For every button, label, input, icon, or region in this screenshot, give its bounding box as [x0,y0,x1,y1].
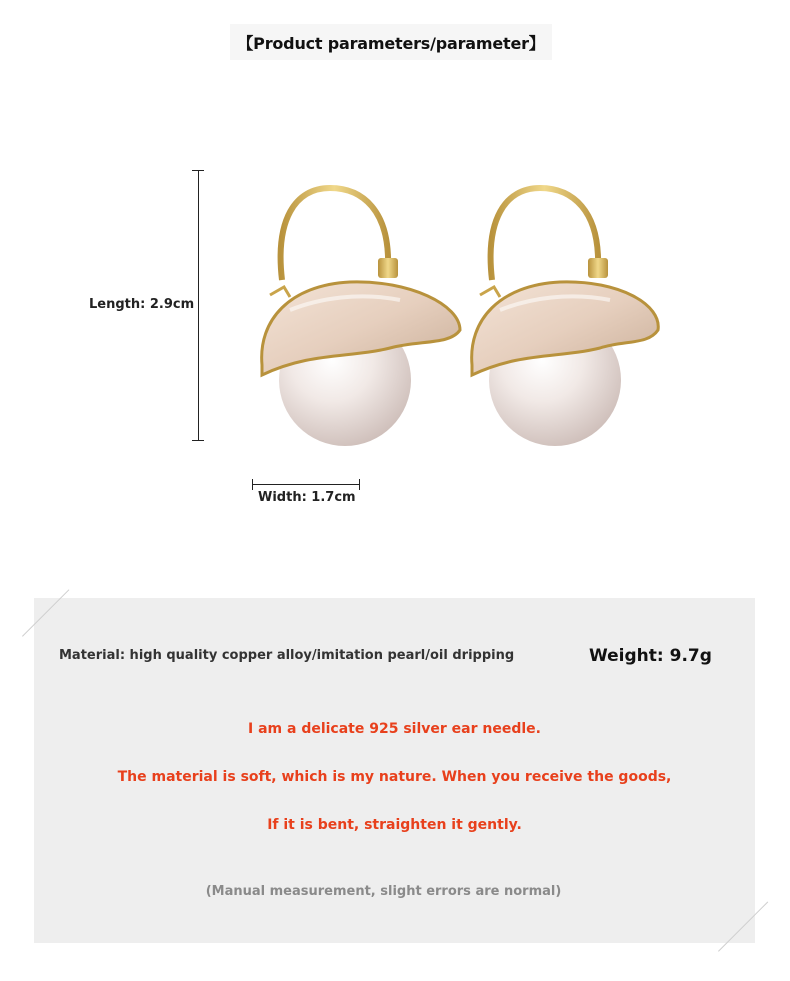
weight-text: Weight: 9.7g [589,646,712,666]
length-dimension-cap-top [192,170,204,171]
measurement-footnote: (Manual measurement, slight errors are normal) [205,884,562,899]
width-dimension-cap-left [252,479,253,490]
width-dimension-line [252,484,359,485]
left-earring [262,188,460,446]
right-earring [472,188,659,446]
material-text: Material: high quality copper alloy/imitation pearl/oil dripping [59,648,515,663]
width-label: Width: 1.7cm [258,490,356,505]
note-line-1: I am a delicate 925 silver ear needle. [248,721,541,737]
width-dimension-cap-right [359,479,360,490]
note-line-2: The material is soft, which is my nature. When you receive the goods, [117,769,672,785]
length-dimension-line [198,170,199,441]
length-label: Length: 2.9cm [89,297,195,312]
page-title: 【Product parameters/parameter】 [230,24,552,60]
length-dimension-cap-bottom [192,440,204,441]
pearl-earrings-image [250,180,670,460]
note-line-3: If it is bent, straighten it gently. [267,817,522,833]
